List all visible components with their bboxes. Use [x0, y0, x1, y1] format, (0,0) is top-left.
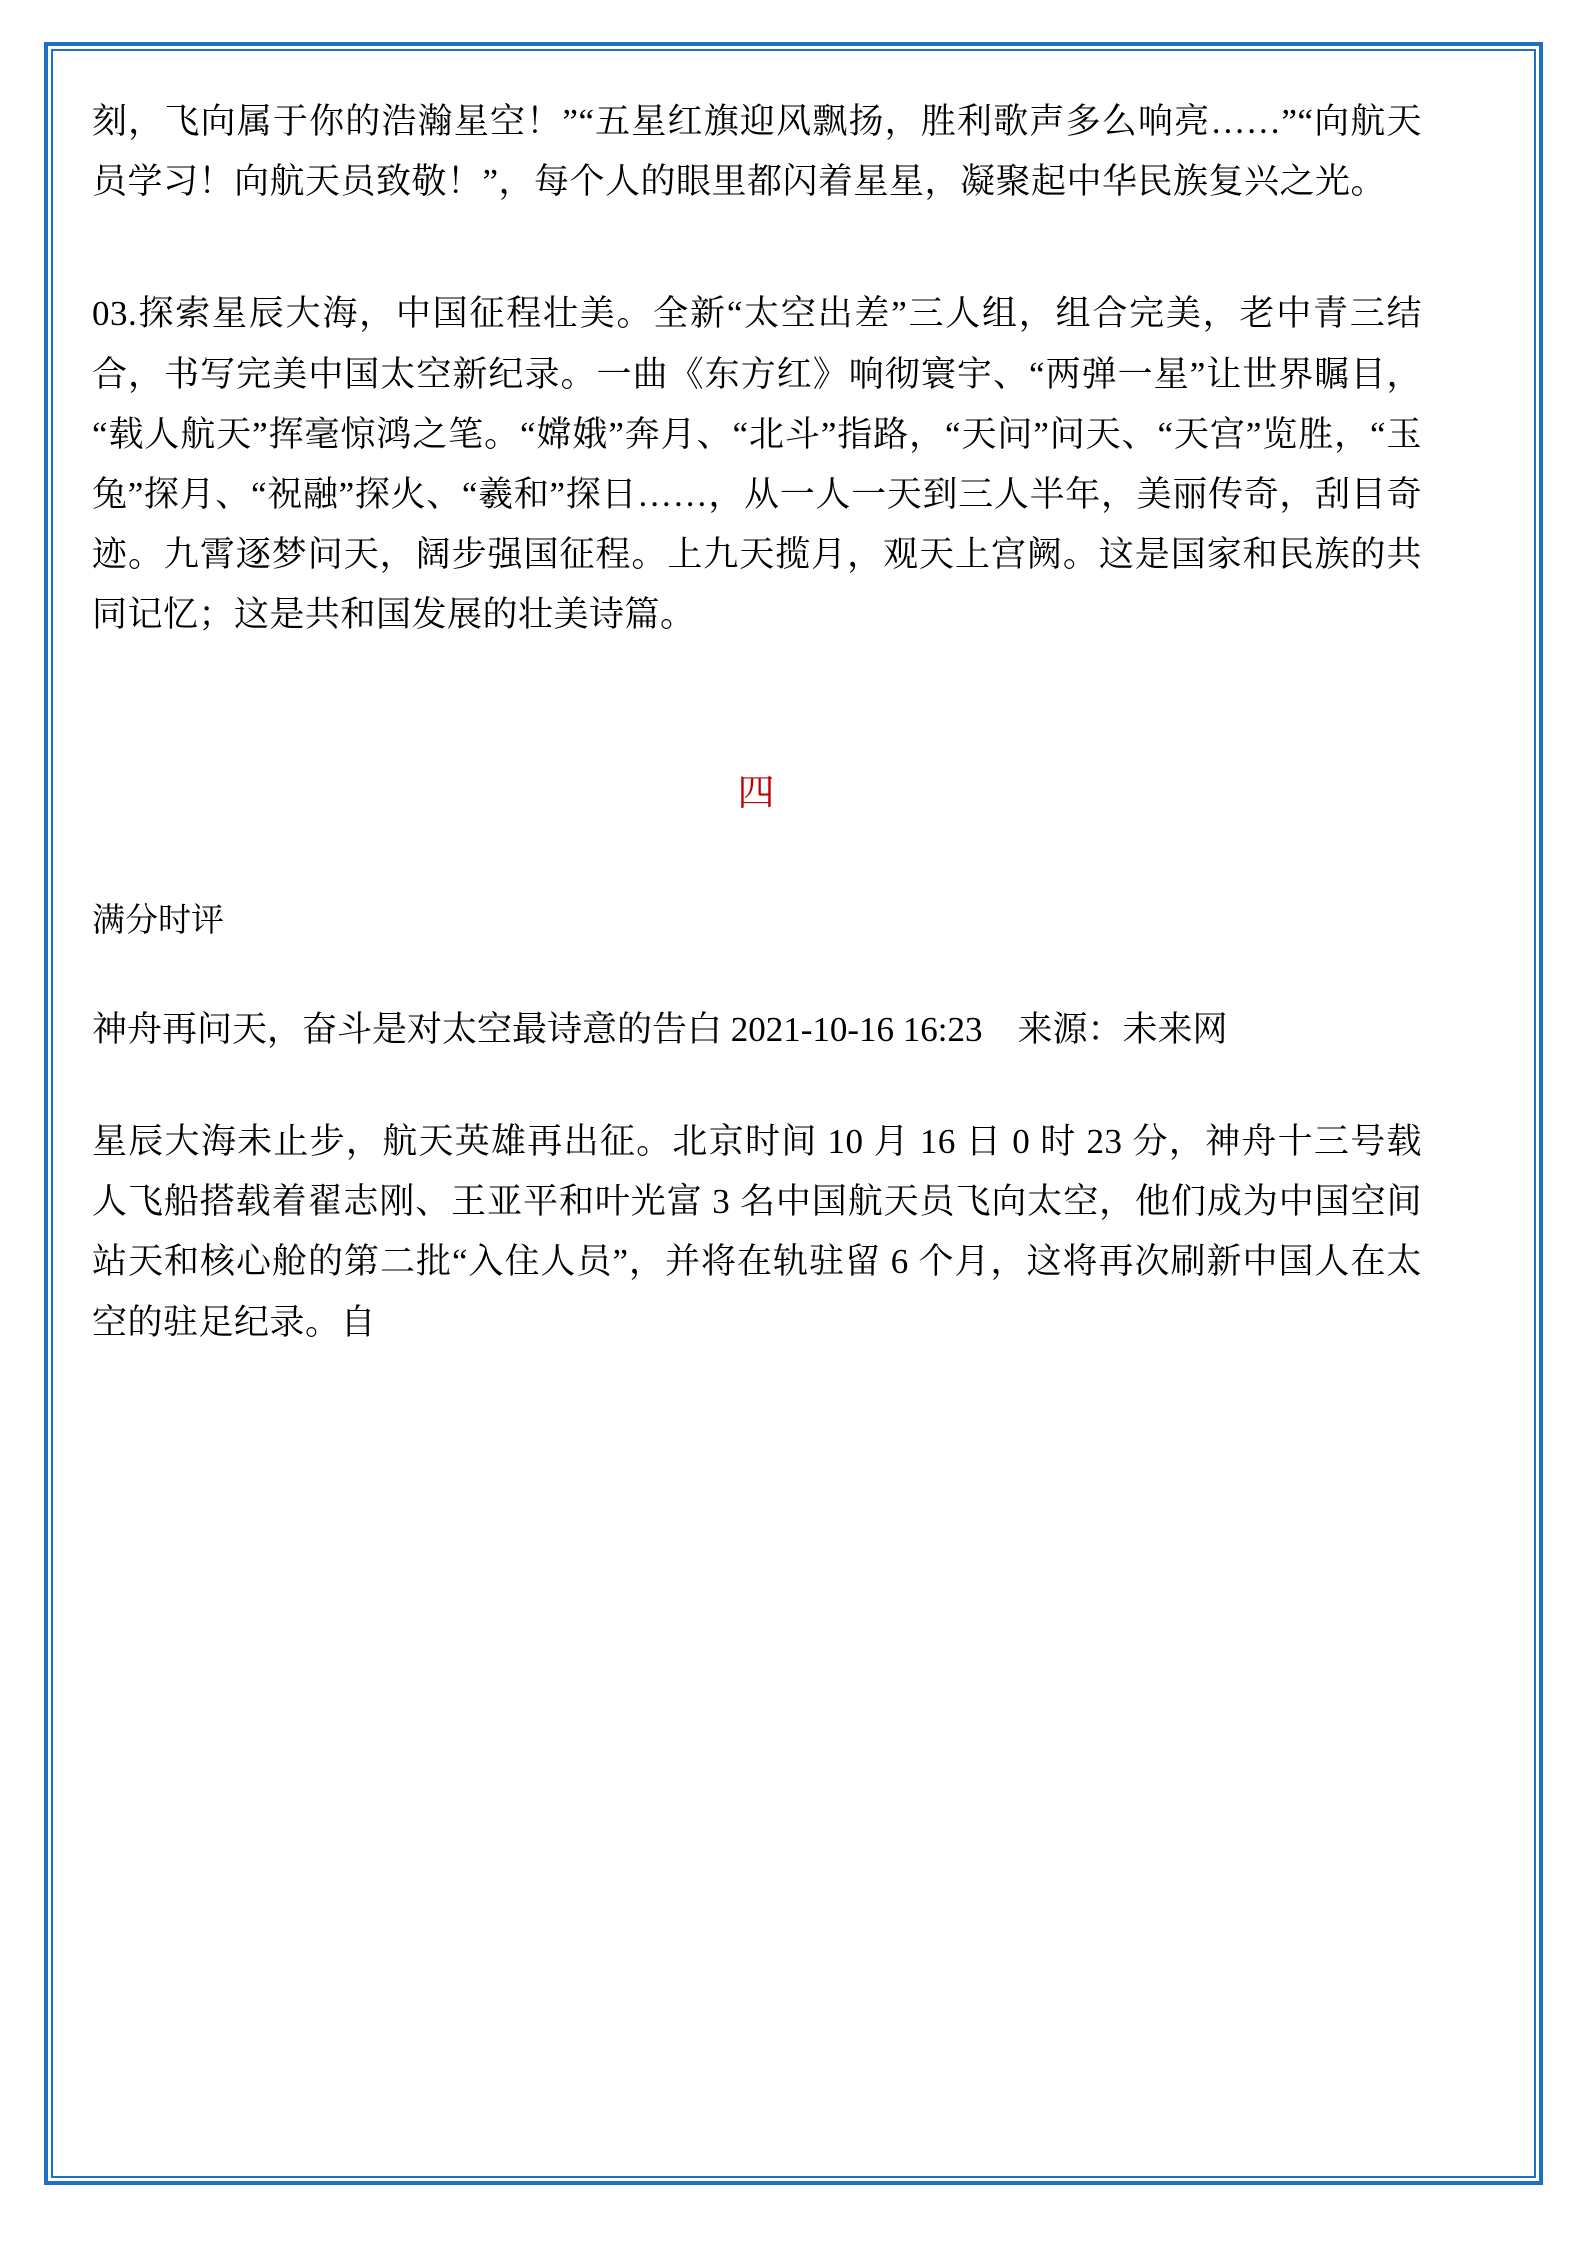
column-label: 满分时评	[92, 903, 224, 939]
headline-gap	[92, 1060, 1422, 1112]
paragraph-continuation: 刻，飞向属于你的浩瀚星空！”“五星红旗迎风飘扬，胜利歌声多么响亮……”“向航天员学习！向航天员致敬！”，每个人的眼里都闪着星星，凝聚起中华民族复兴之光。	[92, 102, 1422, 202]
paragraph-item-03: 03.探索星辰大海，中国征程壮美。全新“太空出差”三人组，组合完美，老中青三结合，书写完美中国太空新纪录。一曲《东方红》响彻寰宇、“两弹一星”让世界瞩目，“载人航天”挥毫惊鸿之笔。“嫦娥”奔月、“北斗”指路，“天问”问天、“天宫”览胜，“玉兔”探月、“祝融”探火、“羲和”探日……，从一人一天到三人半年，美丽传奇，刮目奇迹。九霄逐梦问天，阔步强国征程。上九天揽月，观天上宫阙。这是国家和民族的共同记忆；这是共和国发展的壮美诗篇。	[92, 294, 1422, 635]
section-gap-bottom	[92, 821, 1422, 895]
article-headline: 神舟再问天，奋斗是对太空最诗意的告白 2021-10-16 16:23 来源：未来网	[92, 1009, 1228, 1049]
paragraph-article-body: 星辰大海未止步，航天英雄再出征。北京时间 10 月 16 日 0 时 23 分，神舟十三号载人飞船搭载着翟志刚、王亚平和叶光富 3 名中国航天员飞向太空，他们成为中国空间站天和核心舱的第二批“入住人员”，并将在轨驻留 6 个月，这将再次刷新中国人在太空的驻足纪录。自	[92, 1121, 1422, 1342]
paragraph-gap	[92, 258, 1422, 284]
section-number-heading: 四	[737, 772, 777, 814]
section-gap-top	[92, 692, 1422, 766]
label-gap	[92, 948, 1422, 1000]
document-content	[92, 92, 1422, 1399]
